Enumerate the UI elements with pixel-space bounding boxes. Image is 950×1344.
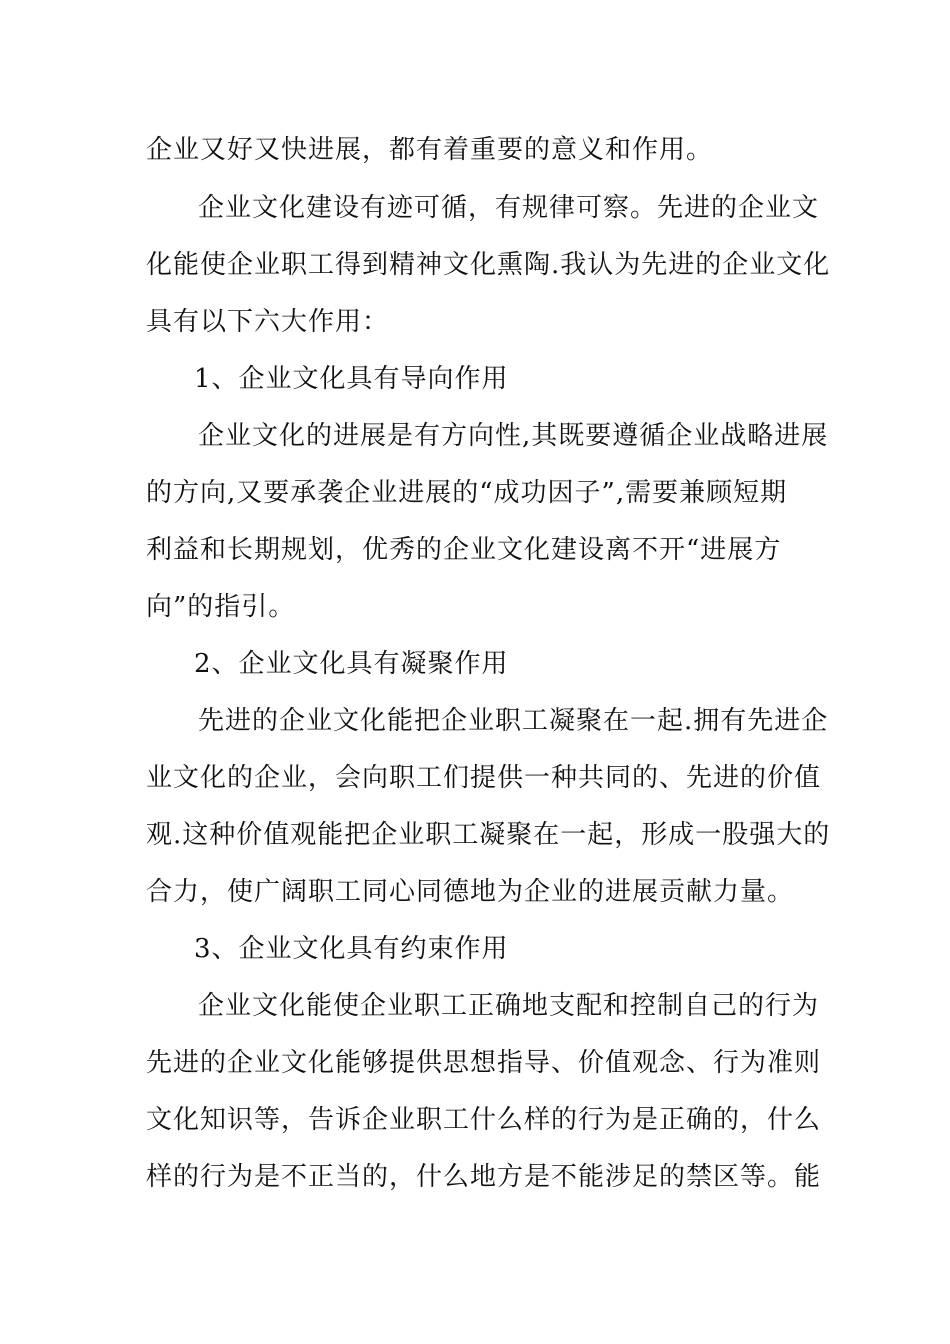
paragraph-line: 企业文化的进展是有方向性,其既要遵循企业战略进展 (198, 421, 829, 451)
paragraph-line: 文化知识等，告诉企业职工什么样的行为是正确的，什么 (146, 1105, 822, 1135)
paragraph-line: 合力，使广阔职工同心同德地为企业的进展贡献力量。 (146, 877, 795, 907)
section-heading: 2、企业文化具有凝聚作用 (194, 649, 509, 679)
section-heading: 1、企业文化具有导向作用 (194, 364, 509, 394)
paragraph-line: 观.这种价值观能把企业职工凝聚在一起，形成一股强大的 (146, 820, 831, 850)
paragraph-line: 具有以下六大作用： (146, 307, 390, 337)
paragraph-line: 样的行为是不正当的，什么地方是不能涉足的禁区等。能 (146, 1162, 822, 1192)
paragraph-line: 化能使企业职工得到精神文化熏陶.我认为先进的企业文化 (146, 250, 831, 280)
paragraph-line: 企业又好又快进展，都有着重要的意义和作用。 (146, 135, 714, 165)
paragraph-line: 向”的指引。 (146, 592, 296, 622)
paragraph-line: 先进的企业文化能把企业职工凝聚在一起.拥有先进企 (198, 706, 829, 736)
paragraph-line: 先进的企业文化能够提供思想指导、价值观念、行为准则 (146, 1048, 822, 1078)
paragraph-line: 企业文化能使企业职工正确地支配和控制自己的行为 (198, 991, 820, 1021)
section-heading: 3、企业文化具有约束作用 (194, 934, 509, 964)
paragraph-line: 企业文化建设有迹可循，有规律可察。先进的企业文 (198, 193, 820, 223)
paragraph-line: 业文化的企业，会向职工们提供一种共同的、先进的价值 (146, 763, 822, 793)
paragraph-line: 利益和长期规划，优秀的企业文化建设离不开“进展方 (146, 535, 782, 565)
paragraph-line: 的方向,又要承袭企业进展的“成功因子”,需要兼顾短期 (146, 478, 788, 508)
